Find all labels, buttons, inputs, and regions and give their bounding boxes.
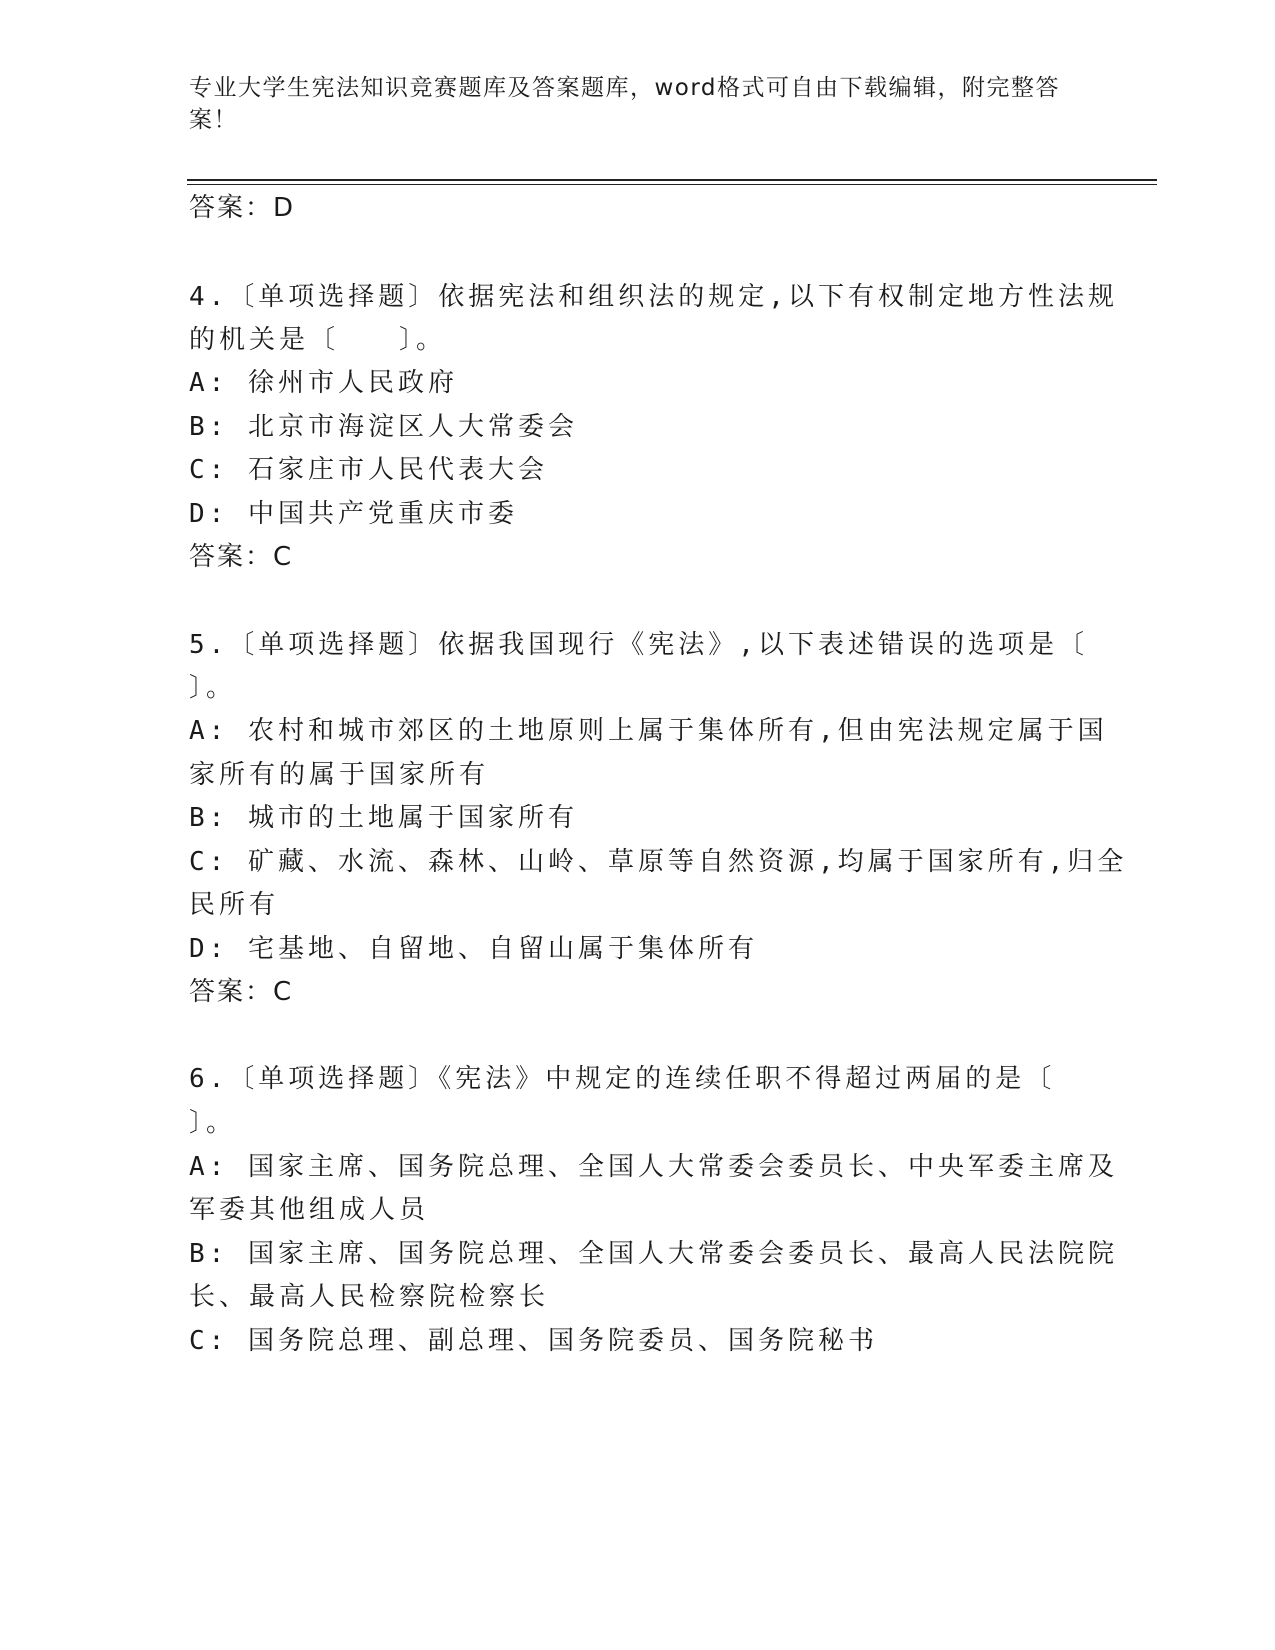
question-stem-line: 6.〔单项选择题〕《宪法》中规定的连续任职不得超过两届的是〔: [189, 1064, 1056, 1094]
header-title-line-1: 专业大学生宪法知识竞赛题库及答案题库，word格式可自由下载编辑，附完整答: [189, 75, 1061, 101]
option-a: A: 国家主席、国务院总理、全国人大常委会委员长、中央军委主席及: [189, 1152, 1118, 1182]
header-title-line-2: 案！: [189, 107, 238, 133]
option-a: A: 农村和城市郊区的土地原则上属于集体所有,但由宪法规定属于国: [189, 716, 1108, 746]
option-c-continued: 民所有: [189, 890, 280, 920]
option-c: C: 国务院总理、副总理、国务院委员、国务院秘书: [189, 1326, 878, 1356]
option-a-continued: 军委其他组成人员: [189, 1195, 430, 1225]
question-stem-line: 〕。: [189, 673, 237, 703]
option-b: B: 北京市海淀区人大常委会: [189, 412, 578, 442]
option-b: B: 城市的土地属于国家所有: [189, 803, 578, 833]
option-c: C: 石家庄市人民代表大会: [189, 455, 548, 485]
option-a: A: 徐州市人民政府: [189, 368, 458, 398]
question-stem-line: 的机关是〔 〕。: [189, 325, 447, 355]
option-a-continued: 家所有的属于国家所有: [189, 760, 490, 790]
header-divider-thick: [187, 179, 1157, 181]
option-d: D: 宅基地、自留地、自留山属于集体所有: [189, 934, 758, 964]
question-stem-line: 〕。: [189, 1108, 237, 1138]
answer-label: 答案：C: [189, 977, 294, 1007]
option-b: B: 国家主席、国务院总理、全国人大常委会委员长、最高人民法院院: [189, 1239, 1118, 1269]
document-header: [189, 72, 1079, 136]
option-c: C: 矿藏、水流、森林、山岭、草原等自然资源,均属于国家所有,归全: [189, 847, 1128, 877]
option-b-continued: 长、最高人民检察院检察长: [189, 1282, 550, 1312]
answer-label: 答案：C: [189, 542, 294, 572]
option-d: D: 中国共产党重庆市委: [189, 499, 518, 529]
question-stem-line: 4.〔单项选择题〕依据宪法和组织法的规定,以下有权制定地方性法规: [189, 282, 1118, 312]
previous-answer: 答案：D: [189, 193, 296, 223]
header-divider-thin: [187, 184, 1157, 185]
question-stem-line: 5.〔单项选择题〕依据我国现行《宪法》,以下表述错误的选项是〔: [189, 630, 1088, 660]
